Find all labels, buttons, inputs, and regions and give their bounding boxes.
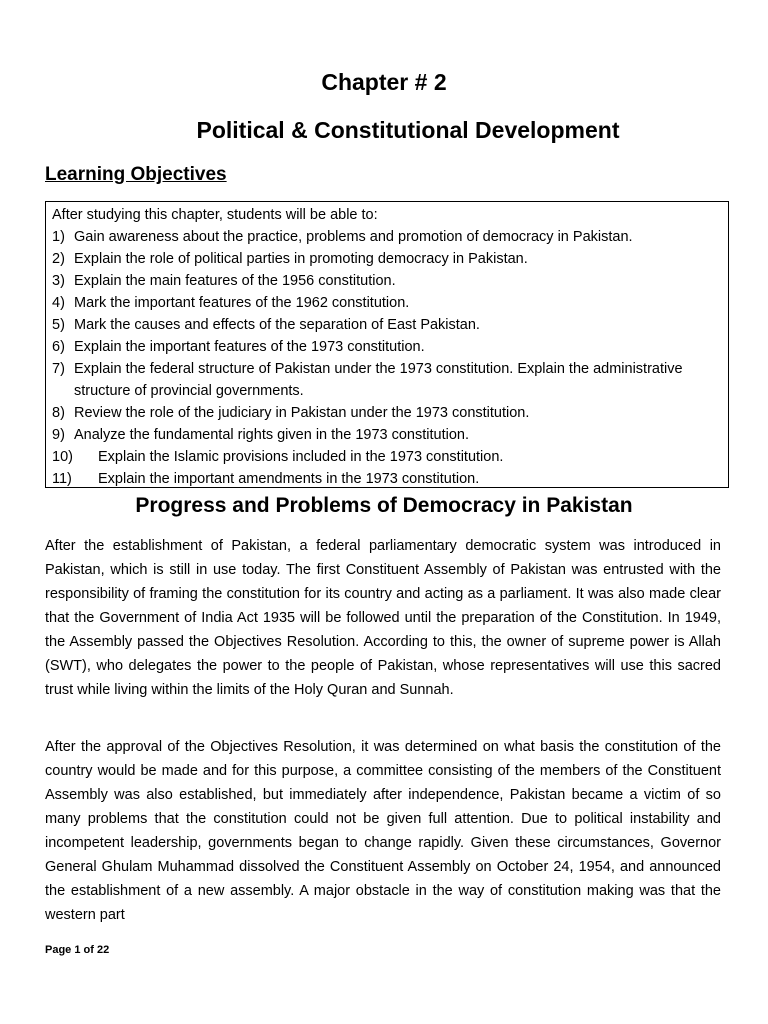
objective-item bbox=[52, 270, 722, 292]
objective-text: Explain the federal structure of Pakistan under the 1973 constitution. Explain the administrative structure of provincial governments. bbox=[74, 361, 683, 399]
objective-item bbox=[52, 226, 722, 248]
objective-number: 9) bbox=[52, 427, 65, 443]
objective-number: 6) bbox=[52, 339, 65, 355]
objectives-list bbox=[52, 226, 722, 490]
objective-number: 5) bbox=[52, 317, 65, 333]
page-number: Page 1 of 22 bbox=[45, 944, 110, 956]
chapter-subtitle: Political & Constitutional Development bbox=[196, 117, 620, 143]
learning-objectives-box bbox=[45, 201, 729, 488]
objective-number: 11) bbox=[52, 471, 72, 487]
objective-item bbox=[52, 468, 722, 490]
objective-item bbox=[52, 446, 722, 468]
objective-item bbox=[52, 402, 722, 424]
objective-number: 2) bbox=[52, 251, 65, 267]
objective-text: Explain the role of political parties in promoting democracy in Pakistan. bbox=[74, 251, 528, 267]
body-paragraph: After the approval of the Objectives Resolution, it was determined on what basis the constitution of the country would be made and for this purpose, a committee consisting of the members of the Constituent Assembly was also established, but immediately after independence, Pakistan became a victim of so many problems that the constitution could not be given full attention. Due to political instability and incompetent leadership, governments began to change rapidly. Given these circumstances, Governor General Ghulam Muhammad dissolved the Constituent Assembly on October 24, 1954, and announced the establishment of a new assembly. A major obstacle in the way of constitution making was that the western part bbox=[45, 739, 721, 923]
objective-number: 8) bbox=[52, 405, 65, 421]
objective-item bbox=[52, 248, 722, 270]
objective-item bbox=[52, 292, 722, 314]
chapter-title: Chapter # 2 bbox=[321, 69, 447, 95]
objective-text: Gain awareness about the practice, problems and promotion of democracy in Pakistan. bbox=[74, 229, 633, 245]
objective-item bbox=[52, 358, 722, 402]
objective-text: Review the role of the judiciary in Pakistan under the 1973 constitution. bbox=[74, 405, 530, 421]
objective-text: Explain the important features of the 1973 constitution. bbox=[74, 339, 425, 355]
objective-number: 4) bbox=[52, 295, 65, 311]
objective-number: 7) bbox=[52, 361, 65, 377]
objective-text: Explain the important amendments in the 1973 constitution. bbox=[98, 471, 480, 487]
objective-text: Explain the main features of the 1956 constitution. bbox=[74, 273, 396, 289]
objective-text: Mark the important features of the 1962 constitution. bbox=[74, 295, 410, 311]
objective-item bbox=[52, 336, 722, 358]
objective-number: 1) bbox=[52, 229, 65, 245]
body-paragraph: After the establishment of Pakistan, a federal parliamentary democratic system was introduced in Pakistan, which is still in use today. The first Constituent Assembly of Pakistan was entrusted with the responsibility of framing the constitution for its country and acting as a parliament. It was also made clear that the Government of India Act 1935 will be followed until the preparation of the Constitution. In 1949, the Assembly passed the Objectives Resolution. According to this, the owner of supreme power is Allah (SWT), who delegates the power to the people of Pakistan, whose representatives will use this sacred trust while living within the limits of the Holy Quran and Sunnah. bbox=[45, 538, 721, 698]
objective-item bbox=[52, 314, 722, 336]
objectives-intro: After studying this chapter, students will be able to: bbox=[52, 207, 378, 223]
section-heading: Progress and Problems of Democracy in Pakistan bbox=[135, 494, 633, 517]
learning-objectives-heading: Learning Objectives bbox=[45, 164, 227, 185]
objective-number: 3) bbox=[52, 273, 65, 289]
objective-item bbox=[52, 424, 722, 446]
objective-text: Mark the causes and effects of the separation of East Pakistan. bbox=[74, 317, 480, 333]
objective-text: Analyze the fundamental rights given in the 1973 constitution. bbox=[74, 427, 469, 443]
objective-number: 10) bbox=[52, 449, 73, 465]
objective-text: Explain the Islamic provisions included in the 1973 constitution. bbox=[98, 449, 504, 465]
